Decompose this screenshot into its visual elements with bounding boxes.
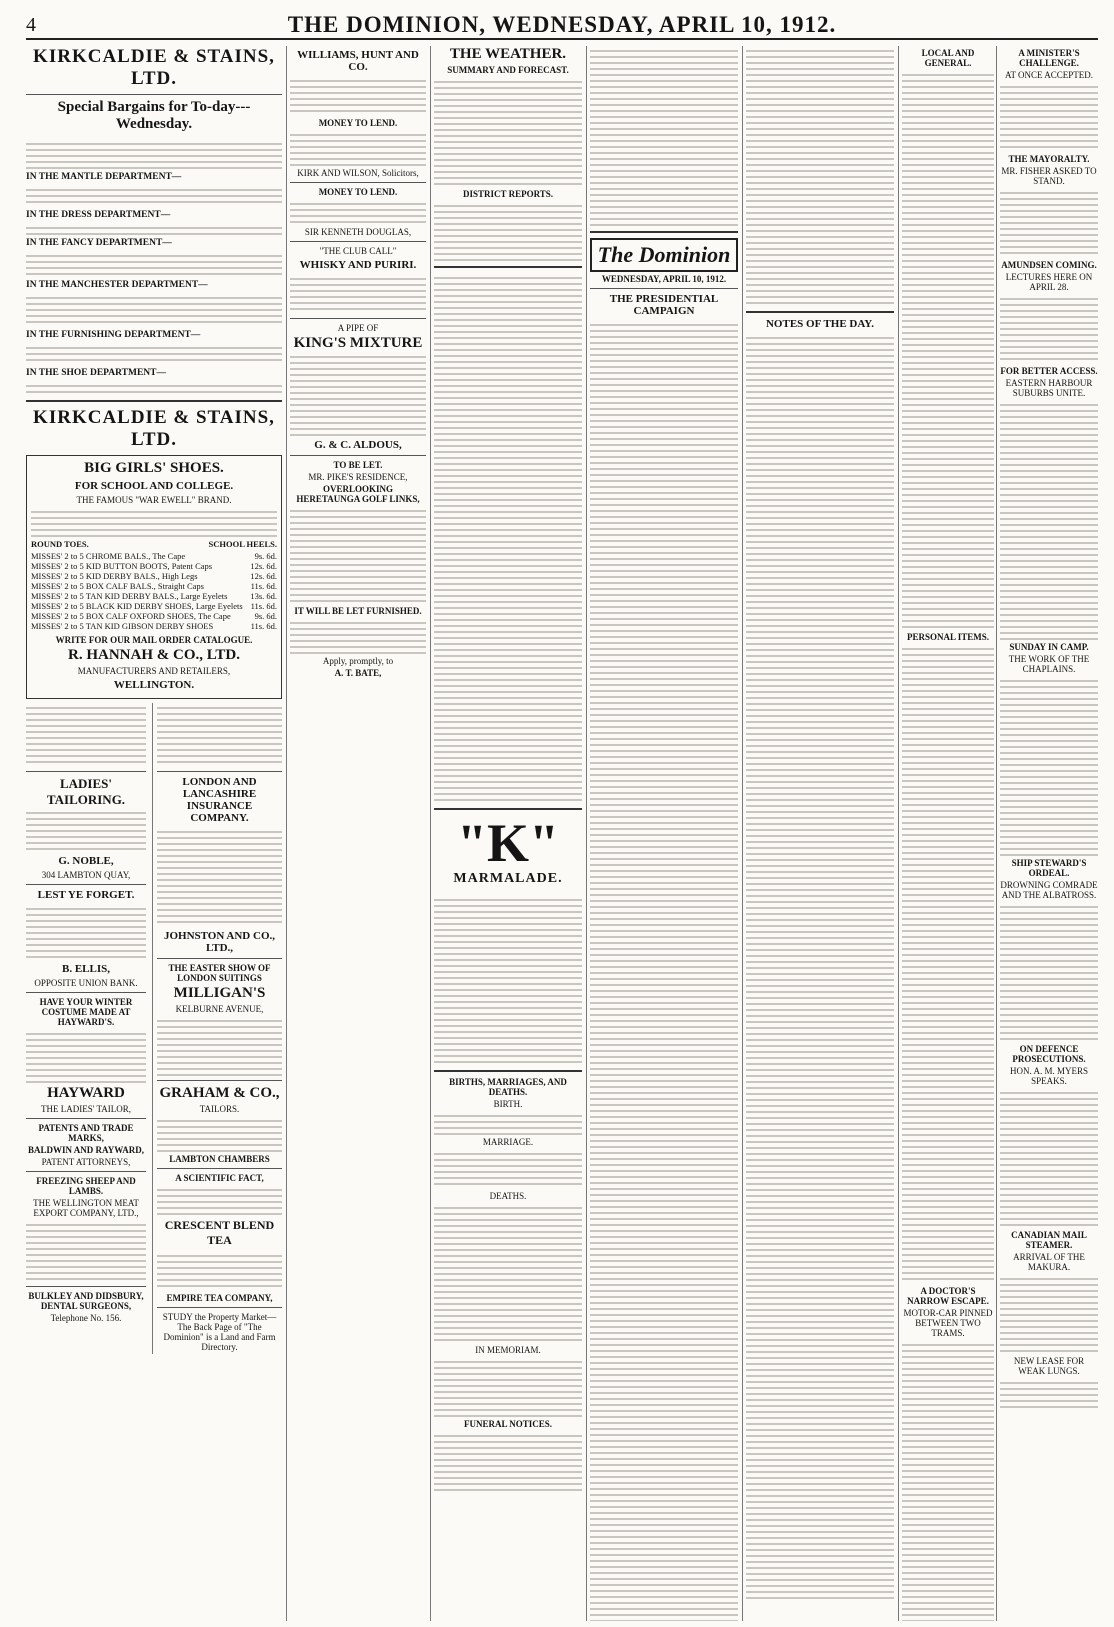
hannah-sub: MANUFACTURERS AND RETAILERS, xyxy=(77,666,231,676)
column-advertisements-1 xyxy=(26,46,282,1621)
baldwin-name: BALDWIN AND RAYWARD, xyxy=(28,1145,144,1155)
williams-hunt: WILLIAMS, HUNT AND CO. xyxy=(297,49,419,73)
shoe-price: 12s. 6d. xyxy=(250,571,277,581)
at-once-accepted: AT ONCE ACCEPTED. xyxy=(1004,70,1094,80)
kelburne-avenue: KELBURNE AVENUE, xyxy=(175,1004,264,1014)
memoriam-heading: IN MEMORIAM. xyxy=(475,1345,541,1355)
kings-mixture: KING'S MIXTURE xyxy=(293,335,423,351)
amundsen-coming: AMUNDSEN COMING. xyxy=(1001,260,1097,270)
study-property: STUDY the Property Market—The Back Page of "The Dominion" is a Land and Farm Directory. xyxy=(162,1312,277,1352)
masthead xyxy=(26,12,1098,40)
column-editorial xyxy=(590,46,738,1621)
births-heading: BIRTHS, MARRIAGES, AND DEATHS. xyxy=(449,1077,567,1097)
shoe-price: 11s. 6d. xyxy=(250,581,277,591)
shoe-item: MISSES' 2 to 5 CHROME BALS., The Cape xyxy=(31,551,186,561)
noble-name: G. NOBLE, xyxy=(58,855,114,867)
dept-fancy: IN THE FANCY DEPARTMENT— xyxy=(26,238,172,248)
school-heels-label: SCHOOL HEELS. xyxy=(208,539,277,549)
editorial-date: WEDNESDAY, APRIL 10, 1912. xyxy=(601,274,727,284)
let-furnished: IT WILL BE LET FURNISHED. xyxy=(294,606,422,616)
patents-heading: PATENTS AND TRADE MARKS, xyxy=(38,1123,134,1143)
lambton-chambers: LAMBTON CHAMBERS xyxy=(169,1154,270,1164)
shoe-price: 9s. 6d. xyxy=(254,611,277,621)
shoe-price-list xyxy=(31,551,277,631)
k-brand: "K" xyxy=(457,813,559,873)
drowning-comrade: DROWNING COMRADE AND THE ALBATROSS. xyxy=(1000,880,1098,900)
kirkcaldie-heading-2: KIRKCALDIE & STAINS, LTD. xyxy=(33,407,275,450)
minister-challenge: A MINISTER'S CHALLENGE. xyxy=(1018,48,1080,68)
bulkley-telephone: Telephone No. 156. xyxy=(50,1313,122,1323)
special-bargains-heading: Special Bargains for To-day---Wednesday. xyxy=(57,99,251,132)
round-toes-label: ROUND TOES. xyxy=(31,539,89,549)
makura-arrival: ARRIVAL OF THE MAKURA. xyxy=(1013,1252,1085,1272)
hayward-sub: THE LADIES' TAILOR, xyxy=(41,1104,131,1114)
dept-shoe: IN THE SHOE DEPARTMENT— xyxy=(26,368,166,378)
shoe-price-row xyxy=(31,561,277,571)
birth-heading: BIRTH. xyxy=(493,1099,523,1109)
newspaper-title: THE DOMINION, WEDNESDAY, APRIL 10, 1912. xyxy=(287,12,837,37)
shoe-item: MISSES' 2 to 5 KID BUTTON BOOTS, Patent Caps xyxy=(31,561,213,571)
shoes-subheading: FOR SCHOOL AND COLLEGE. xyxy=(74,480,234,492)
noble-address: 304 LAMBTON QUAY, xyxy=(41,870,131,880)
pipe-of: A PIPE OF xyxy=(337,323,379,333)
milligan-name: MILLIGAN'S xyxy=(173,985,266,1001)
marriage-heading: MARRIAGE. xyxy=(482,1137,534,1147)
marmalade-heading: MARMALADE. xyxy=(453,871,563,886)
to-be-let: TO BE LET. xyxy=(333,460,383,470)
shoes-heading: BIG GIRLS' SHOES. xyxy=(84,460,224,476)
new-lease: NEW LEASE FOR WEAK LUNGS. xyxy=(1013,1356,1085,1376)
baldwin-sub: PATENT ATTORNEYS, xyxy=(41,1157,131,1167)
scientific-fact: A SCIENTIFIC FACT, xyxy=(175,1173,264,1183)
shoe-item: MISSES' 2 to 5 BLACK KID DERBY SHOES, Large Eyelets xyxy=(31,601,243,611)
shoe-price-row xyxy=(31,571,277,581)
shoe-price-row xyxy=(31,581,277,591)
steward-ordeal: SHIP STEWARD'S ORDEAL. xyxy=(1011,858,1087,878)
pike-residence: MR. PIKE'S RESIDENCE, xyxy=(308,472,408,482)
better-access: FOR BETTER ACCESS. xyxy=(1000,366,1098,376)
chaplains: THE WORK OF THE CHAPLAINS. xyxy=(1008,654,1090,674)
dominion-nameplate: The Dominion xyxy=(590,238,738,272)
catalogue-note: WRITE FOR OUR MAIL ORDER CATALOGUE. xyxy=(55,635,253,645)
dept-furnishing: IN THE FURNISHING DEPARTMENT— xyxy=(26,330,201,340)
shoe-item: MISSES' 2 to 5 BOX CALF OXFORD SHOES, The Cape xyxy=(31,611,231,621)
column-notes xyxy=(746,46,894,1621)
hannah-city: WELLINGTON. xyxy=(113,679,195,691)
kirk-wilson: KIRK AND WILSON, Solicitors, xyxy=(297,168,419,178)
shoe-item: MISSES' 2 to 5 KID DERBY BALS., High Legs xyxy=(31,571,198,581)
sunday-camp: SUNDAY IN CAMP. xyxy=(1009,642,1089,652)
funeral-heading: FUNERAL NOTICES. xyxy=(463,1419,553,1429)
local-general: LOCAL AND GENERAL. xyxy=(921,48,975,68)
graham-name: GRAHAM & CO., xyxy=(159,1085,280,1101)
apply-promptly: Apply, promptly, to xyxy=(322,656,394,666)
empire-tea: EMPIRE TEA COMPANY, xyxy=(166,1293,273,1303)
graham-tailors: TAILORS. xyxy=(199,1104,240,1114)
ladies-tailoring-heading: LADIES' TAILORING. xyxy=(46,776,126,807)
dept-manchester: IN THE MANCHESTER DEPARTMENT— xyxy=(26,280,208,290)
defence-prosecutions: ON DEFENCE PROSECUTIONS. xyxy=(1012,1044,1086,1064)
weather-heading: THE WEATHER. xyxy=(449,46,567,62)
ellis-name: B. ELLIS, xyxy=(62,963,110,975)
dept-mantle: IN THE MANTLE DEPARTMENT— xyxy=(26,172,182,182)
shoe-price-row xyxy=(31,591,277,601)
fisher-asked: MR. FISHER ASKED TO STAND. xyxy=(1001,166,1097,186)
summary-heading: SUMMARY AND FORECAST. xyxy=(447,65,569,75)
shoe-item: MISSES' 2 to 5 TAN KID DERBY BALS., Large Eyelets xyxy=(31,591,228,601)
ellis-sub: OPPOSITE UNION BANK. xyxy=(34,978,138,988)
meat-company: THE WELLINGTON MEAT EXPORT COMPANY, LTD., xyxy=(33,1198,139,1218)
page-number: 4 xyxy=(26,14,36,36)
shoe-price: 11s. 6d. xyxy=(250,621,277,631)
whisky-puriri: WHISKY AND PURIRI. xyxy=(299,259,417,271)
lectures-april: LECTURES HERE ON APRIL 28. xyxy=(1005,272,1093,292)
doctor-escape: A DOCTOR'S NARROW ESCAPE. xyxy=(907,1286,989,1306)
notes-of-the-day: NOTES OF THE DAY. xyxy=(765,318,874,330)
johnston-name: JOHNSTON AND CO., LTD., xyxy=(163,930,276,954)
hayward-question: HAVE YOUR WINTER COSTUME MADE AT HAYWARD'S. xyxy=(39,997,133,1027)
myers-speaks: HON. A. M. MYERS SPEAKS. xyxy=(1009,1066,1088,1086)
shoe-item: MISSES' 2 to 5 BOX CALF BALS., Straight Caps xyxy=(31,581,204,591)
deaths-heading: DEATHS. xyxy=(489,1191,527,1201)
easter-show: THE EASTER SHOW OF LONDON SUITINGS xyxy=(168,963,271,983)
shoe-price-row xyxy=(31,551,277,561)
shoe-price: 9s. 6d. xyxy=(254,551,277,561)
shoe-price-row xyxy=(31,621,277,631)
dept-dress: IN THE DRESS DEPARTMENT— xyxy=(26,210,171,220)
club-call: "THE CLUB CALL" xyxy=(319,246,397,256)
kirkcaldie-heading: KIRKCALDIE & STAINS, LTD. xyxy=(33,46,275,89)
hayward-name: HAYWARD xyxy=(47,1085,125,1101)
shoe-price: 12s. 6d. xyxy=(250,561,277,571)
canadian-mail: CANADIAN MAIL STEAMER. xyxy=(1011,1230,1087,1250)
overlooking-golf: OVERLOOKING HERETAUNGA GOLF LINKS, xyxy=(296,484,420,504)
column-local xyxy=(902,46,994,1621)
freezing-heading: FREEZING SHEEP AND LAMBS. xyxy=(36,1176,136,1196)
shoe-price: 13s. 6d. xyxy=(250,591,277,601)
london-insurance-heading: LONDON AND LANCASHIRE INSURANCE COMPANY. xyxy=(182,776,257,824)
column-news xyxy=(1000,46,1098,1621)
crescent-tea: CRESCENT BLEND TEA xyxy=(164,1218,275,1247)
shoe-price: 11s. 6d. xyxy=(250,601,277,611)
eastern-harbour: EASTERN HARBOUR SUBURBS UNITE. xyxy=(1005,378,1093,398)
column-advertisements-2 xyxy=(290,46,426,1621)
hannah-name: R. HANNAH & CO., LTD. xyxy=(68,647,240,663)
motor-car: MOTOR-CAR PINNED BETWEEN TWO TRAMS. xyxy=(903,1308,993,1338)
personal-items: PERSONAL ITEMS. xyxy=(906,632,990,642)
district-reports: DISTRICT REPORTS. xyxy=(462,189,554,199)
column-weather xyxy=(434,46,582,1621)
kenneth-douglas: SIR KENNETH DOUGLAS, xyxy=(304,227,412,237)
shoes-brand: THE FAMOUS "WAR EWELL" BRAND. xyxy=(76,495,232,505)
bulkley-heading: BULKLEY AND DIDSBURY, DENTAL SURGEONS, xyxy=(28,1291,144,1311)
money-to-lend-2: MONEY TO LEND. xyxy=(318,187,398,197)
mayoralty: THE MAYORALTY. xyxy=(1008,154,1090,164)
money-to-lend: MONEY TO LEND. xyxy=(318,118,398,128)
presidential-campaign: THE PRESIDENTIAL CAMPAIGN xyxy=(609,293,719,317)
shoe-price-row xyxy=(31,601,277,611)
lest-ye-forget: LEST YE FORGET. xyxy=(37,889,135,901)
shoes-advert xyxy=(26,455,282,699)
bate-name: A. T. BATE, xyxy=(334,668,382,678)
shoe-price-row xyxy=(31,611,277,621)
aldous-name: G. & C. ALDOUS, xyxy=(314,439,402,451)
shoe-item: MISSES' 2 to 5 TAN KID GIBSON DERBY SHOES xyxy=(31,621,214,631)
